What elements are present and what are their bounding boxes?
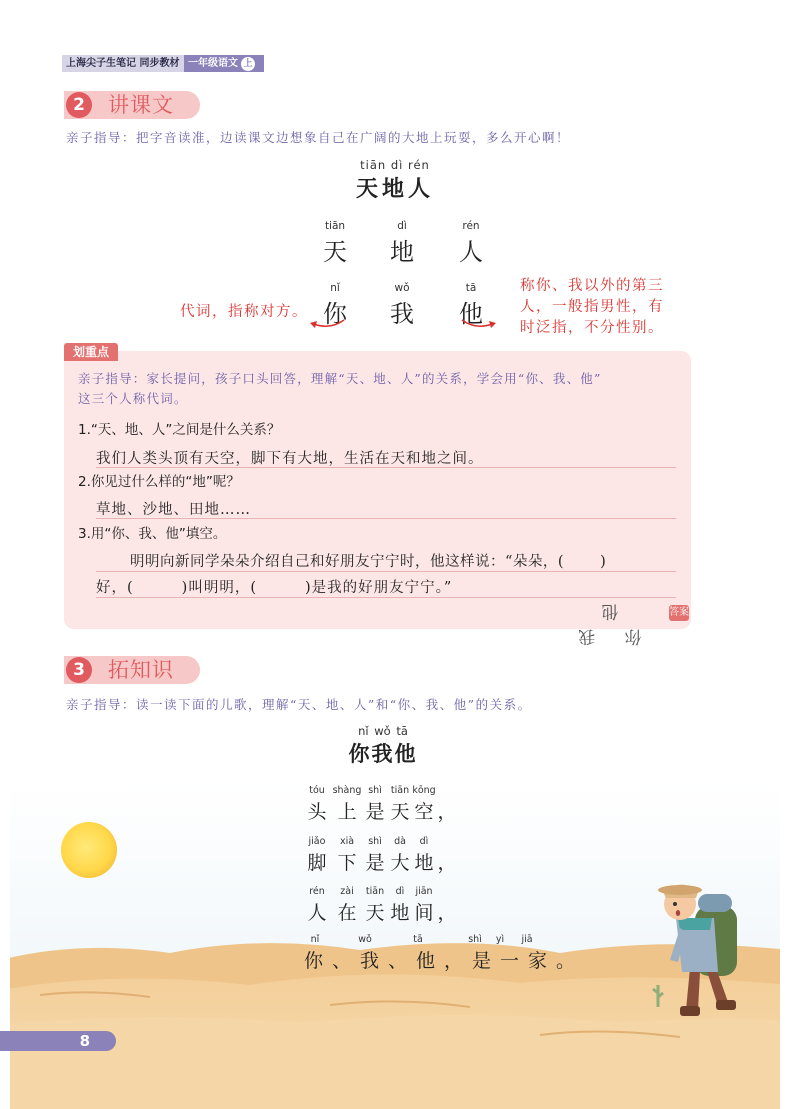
poem-char: 是 — [365, 852, 385, 874]
answer-1: 我们人类头顶有天空，脚下有大地，生活在天和地之间。 — [96, 451, 484, 467]
key-points-guide: 这三个人称代词。 — [78, 391, 188, 406]
answer-underline — [96, 518, 676, 519]
answer-key-text: 你 我 他 — [566, 601, 642, 646]
section-3-title: 拓知识 — [108, 658, 174, 682]
section-3-guide: 亲子指导：读一读下面的儿歌，理解“天、地、人”和“你、我、他”的关系。 — [66, 697, 532, 712]
poem-pinyin: tóu — [309, 785, 325, 796]
answer-badge: 答案 — [669, 605, 689, 621]
poem-punct: ， — [437, 801, 457, 823]
key-points-guide: 亲子指导：家长提问，孩子口头回答，理解“天、地、人”的关系，学会用“你、我、他” — [78, 371, 602, 386]
poem-char: 人 — [307, 902, 327, 924]
answer-3-text: 好，( — [96, 580, 134, 596]
section-3-number: 3 — [66, 657, 92, 683]
question-2: 2.你见过什么样的“地”呢？ — [78, 474, 240, 490]
lesson-title: 天地人 — [355, 176, 434, 202]
poem-char: 天 — [390, 801, 410, 823]
char: 你 — [323, 300, 347, 328]
hiker-illustration — [640, 868, 750, 1028]
poem-pinyin: jiǎo — [308, 836, 326, 847]
poem-pinyin: shàng — [332, 785, 362, 796]
poem-pinyin: jiā — [521, 934, 533, 945]
note-he-line: 时泛指，不分性别。 — [520, 320, 664, 336]
poem-char: 在 — [337, 902, 357, 924]
grade-text: 一年级语文 — [188, 58, 238, 69]
key-points-tag: 划重点 — [64, 343, 118, 361]
char: 人 — [459, 238, 483, 266]
poem-title — [338, 738, 428, 768]
poem-char: 间 — [414, 902, 434, 924]
note-you: 代词，指称对方。 — [180, 304, 308, 320]
poem-pinyin: nǐ — [310, 934, 320, 945]
char-pinyin: nǐ — [330, 282, 340, 294]
poem-punct: ， — [437, 852, 457, 874]
char-pinyin: tiān — [324, 220, 346, 232]
poem-title-pinyin-syllable: tā — [396, 724, 408, 738]
question-3: 3.用“你、我、他”填空。 — [78, 526, 227, 542]
poem-pinyin: shì — [368, 836, 382, 847]
poem-char: 地 — [414, 852, 434, 874]
note-he-line: 人，一般指男性，有 — [520, 299, 664, 315]
poem-char: 天 — [365, 902, 385, 924]
poem-pinyin: dà — [394, 836, 406, 847]
poem-char: 下 — [337, 852, 357, 874]
answer-underline — [96, 571, 676, 572]
section-2-title: 讲课文 — [108, 93, 174, 117]
poem-pinyin: tiān — [365, 886, 385, 897]
poem-pinyin: jiān — [415, 886, 433, 897]
poem-pinyin: xià — [339, 836, 355, 847]
lesson-title-pinyin: tiān dì rén — [360, 158, 430, 172]
poem-last-line: 你、我、他，是一家。 — [304, 950, 585, 972]
poem-char: 地 — [390, 902, 410, 924]
poem-pinyin: dì — [395, 886, 405, 897]
book-series-label: 上海尖子生笔记 同步教材 — [62, 55, 184, 72]
answer-3-text: 明明向新同学朵朵介绍自己和好朋友宁宁时，他这样说：“朵朵，( — [130, 554, 565, 570]
answer-underline — [96, 467, 676, 468]
question-1: 1.“天、地、人”之间是什么关系？ — [78, 422, 281, 438]
section-2-number: 2 — [66, 92, 92, 118]
char-pinyin: wǒ — [394, 282, 410, 294]
answer-3-line-1 — [130, 550, 606, 571]
poem-pinyin: shì — [468, 934, 482, 945]
poem-title-pinyin — [343, 724, 423, 738]
char: 地 — [390, 238, 414, 266]
poem-char: 脚 — [307, 852, 327, 874]
poem-title-pinyin-syllable: nǐ — [358, 724, 369, 738]
poem-char: 头 — [307, 801, 327, 823]
poem-pinyin: tā — [413, 934, 423, 945]
poem-pinyin: yì — [495, 934, 505, 945]
poem-title-char: 他 — [394, 741, 418, 766]
char-pinyin: tā — [465, 282, 477, 294]
page-number-text: 8 — [79, 1032, 90, 1050]
poem-pinyin: kōng — [412, 785, 436, 796]
poem-title-char: 我 — [371, 741, 395, 766]
poem-pinyin: shì — [368, 785, 382, 796]
poem-title-pinyin-syllable: wǒ — [374, 724, 391, 738]
char: 他 — [459, 300, 483, 328]
poem-punct: ， — [437, 902, 457, 924]
answer-3-text: ) — [600, 554, 607, 570]
poem-pinyin: rén — [309, 886, 325, 897]
answer-3-text: )叫明明，( — [181, 580, 257, 596]
section-2-guide: 亲子指导：把字音读准，边读课文边想象自己在广阔的大地上玩耍，多么开心啊！ — [66, 130, 571, 145]
answer-3-line-2 — [96, 576, 452, 597]
poem-char: 是 — [365, 801, 385, 823]
poem-char: 空 — [414, 801, 434, 823]
poem-pinyin: wǒ — [358, 934, 372, 945]
answer-2: 草地、沙地、田地…… — [96, 502, 251, 518]
char-pinyin: rén — [462, 220, 480, 232]
note-he — [520, 276, 700, 339]
grade-label — [184, 55, 264, 72]
poem-pinyin: tiān — [390, 785, 410, 796]
poem-title-char: 你 — [348, 741, 372, 766]
page-number — [0, 1031, 116, 1051]
poem-char: 大 — [390, 852, 410, 874]
poem-char: 上 — [337, 801, 357, 823]
curved-arrow-icon — [458, 318, 498, 332]
char: 天 — [323, 238, 347, 266]
answer-3-text: )是我的好朋友宁宁。” — [305, 580, 453, 596]
volume-badge: 上 — [241, 57, 255, 71]
char-pinyin: dì — [397, 220, 407, 232]
poem-pinyin: dì — [419, 836, 429, 847]
char: 我 — [390, 300, 414, 328]
poem-pinyin: zài — [340, 886, 354, 897]
note-he-line: 称你、我以外的第三 — [520, 278, 664, 294]
sun-illustration — [61, 822, 117, 878]
answer-underline — [96, 597, 676, 598]
